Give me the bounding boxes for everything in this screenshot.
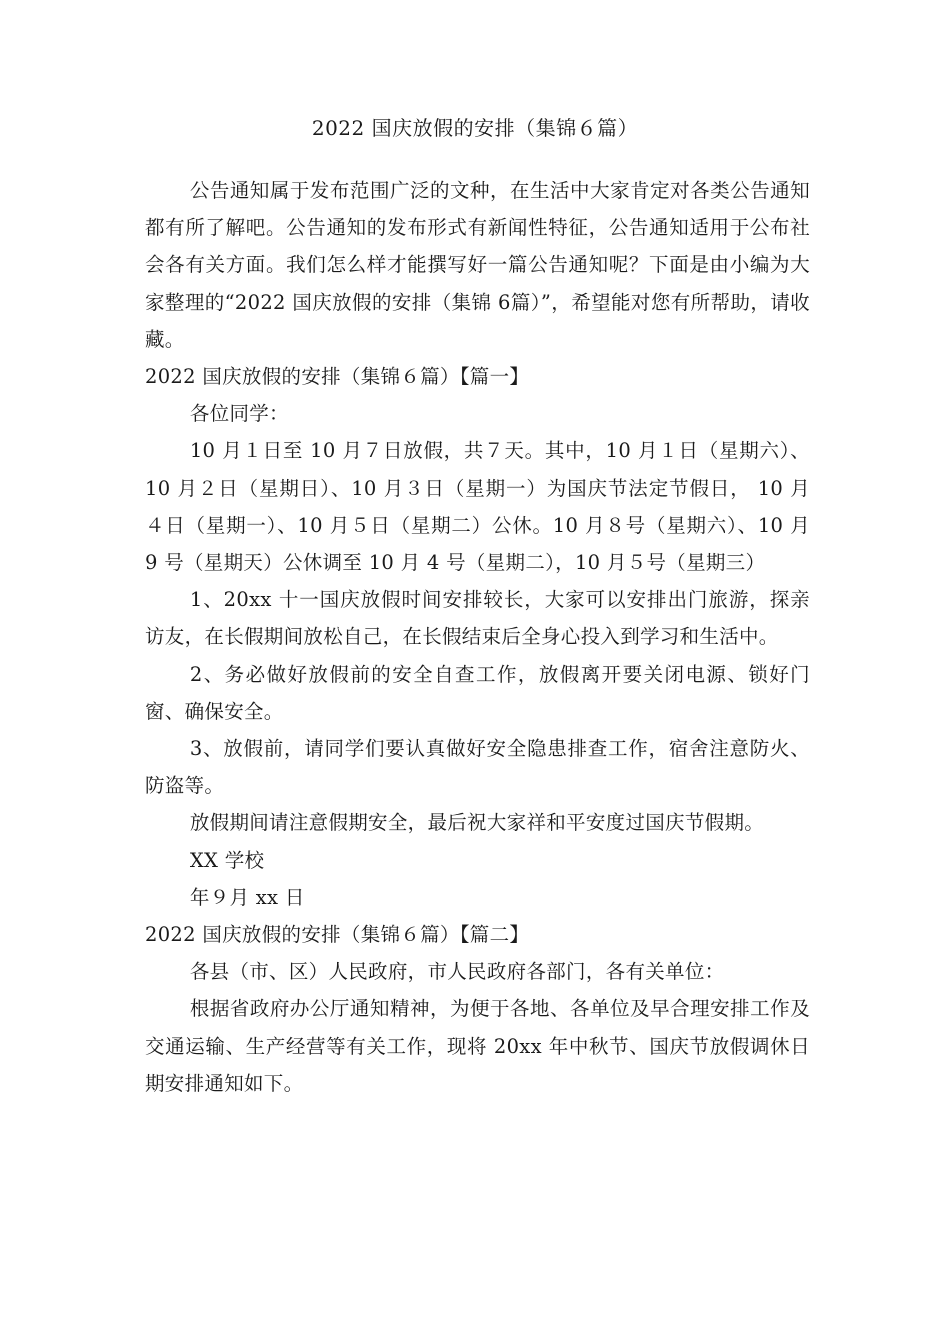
document-title: 2022 国庆放假的安排（集锦６篇）: [311, 116, 639, 140]
section-heading-1: 2022 国庆放假的安排（集锦６篇）【篇一】: [145, 365, 530, 389]
addressee-line: 各县（市、区）人民政府，市人民政府各部门，各有关单位：: [189, 960, 725, 984]
schedule-paragraph: 10 月１日至 10 月７日放假，共７天。其中，10 月１日（星期六）、10 月２日（星期日）、10 月３日（星期一）为国庆节法定节假日， 10 月４日（星期一）、10 月５日（星期二）公休。10 月８号（星期六）、10 月 9 号（星期天）公休调至 10 月 4 号（星期二），10 月５号（星期三）: [145, 439, 810, 575]
notice-paragraph: 根据省政府办公厅通知精神，为便于各地、各单位及早合理安排工作及交通运输、生产经营等有关工作，现将 20xx 年中秋节、国庆节放假调休日期安排通知如下。: [145, 997, 810, 1095]
notice-item-2: 2、务必做好放假前的安全自查工作，放假离开要关闭电源、锁好门窗、确保安全。: [145, 662, 810, 723]
notice-item-1: 1、20xx 十一国庆放假时间安排较长，大家可以安排出门旅游，探亲访友，在长假期间放松自己，在长假结束后全身心投入到学习和生活中。: [145, 588, 810, 649]
document-body: [145, 172, 810, 1102]
salutation: 各位同学：: [189, 402, 289, 426]
closing-paragraph: 放假期间请注意假期安全，最后祝大家祥和平安度过国庆节假期。: [189, 811, 765, 835]
section-heading-2: 2022 国庆放假的安排（集锦６篇）【篇二】: [145, 923, 530, 947]
signature-school: XX 学校: [189, 848, 265, 872]
notice-item-3: 3、放假前，请同学们要认真做好安全隐患排查工作，宿舍注意防火、防盗等。: [145, 737, 810, 798]
intro-paragraph: 公告通知属于发布范围广泛的文种，在生活中大家肯定对各类公告通知都有所了解吧。公告通知的发布形式有新闻性特征，公告通知适用于公布社会各有关方面。我们怎么样才能撰写好一篇公告通知呢？下面是由小编为大家整理的“2022 国庆放假的安排（集锦 6篇）”，希望能对您有所帮助，请收藏。: [145, 179, 810, 351]
signature-date: 年９月 xx 日: [189, 885, 305, 909]
